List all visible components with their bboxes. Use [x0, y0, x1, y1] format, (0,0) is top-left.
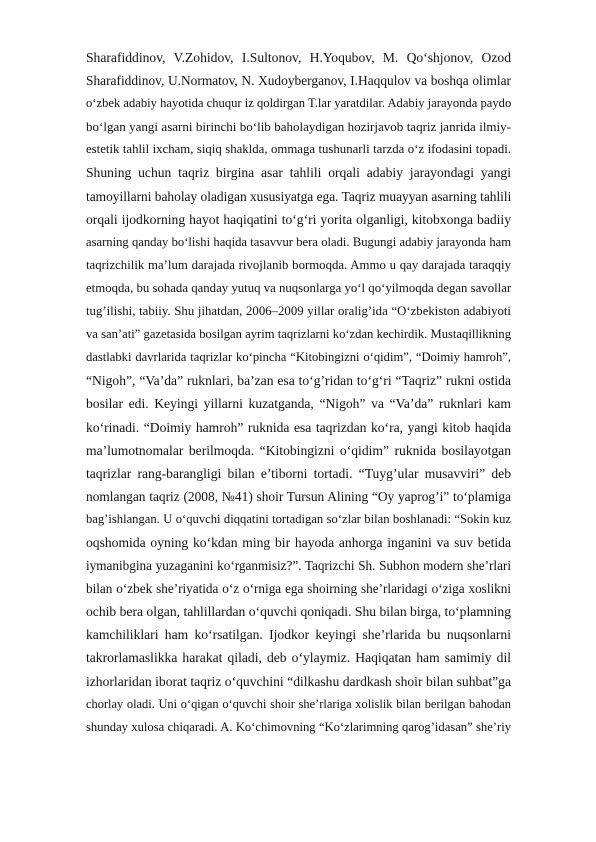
text-line: tug’ilishi, tabiiy. Shu jihatdan, 2006–2009 yillar oralig’ida “O‘zbekiston adabiyoti [86, 304, 511, 319]
text-line: bilan o‘zbek she’riyatida o‘z o‘rniga ega shoirning she’rlaridagi o‘ziga xoslikni [86, 581, 511, 597]
text-line: asarning qanday bo‘lishi haqida tasavvur bera oladi. Bugungi adabiy jarayonda ham [86, 234, 511, 249]
text-line: taqrizchilik ma’lum darajada rivojlanib bormoqda. Ammo u qay darajada taraqqiy [86, 257, 511, 272]
text-line: Sharafiddinov, U.Normatov, N. Xudoyberganov, I.Haqqulov va boshqa olimlar [86, 73, 511, 89]
text-line: o‘zbek adabiy hayotida chuqur iz qoldirgan T.lar yaratdilar. Adabiy jarayonda paydo [86, 96, 511, 111]
text-line: ochib bera olgan, tahlillardan o‘quvchi qoniqadi. Shu bilan birga, to‘plamning [86, 604, 511, 620]
text-line: iymanibgina yuzaganini ko‘rganmisiz?”. Taqrizchi Sh. Subhon modern she’rlari [86, 558, 511, 574]
text-line: izhorlaridan iborat taqriz o‘quvchini “dilkashu dardkash shoir bilan suhbat”ga [86, 673, 511, 689]
text-line: bosilar edi. Keyingi yillarni kuzatganda, “Nigoh” va “Va’da” ruknlari kam [86, 396, 511, 412]
text-line: ko‘rinadi. “Doimiy hamroh” ruknida esa taqrizdan ko‘ra, yangi kitob haqida [86, 419, 511, 435]
text-line: chorlay oladi. Uni o‘qigan o‘quvchi shoir she’rlariga xolislik bilan berilgan bahodan [86, 696, 511, 711]
text-line: kamchiliklari ham ko‘rsatilgan. Ijodkor keyingi she’rlarida bu nuqsonlarni [86, 627, 511, 643]
text-line: Shuning uchun taqriz birgina asar tahlili orqali adabiy jarayondagi yangi [86, 165, 511, 181]
text-line: orqali ijodkorning hayot haqiqatini to‘g‘ri yorita olganligi, kitobxonga badiiy [86, 211, 511, 227]
text-line: bag’ishlangan. U o‘quvchi diqqatini tortadigan so‘zlar bilan boshlanadi: “Sokin kuz [86, 511, 511, 526]
text-line: va san’ati” gazetasida bosilgan ayrim taqrizlarni ko‘zdan kechirdik. Mustaqillikning [86, 327, 511, 342]
text-line: nomlangan taqriz (2008, №41) shoir Tursun Alining “Oy yaprog’i” to‘plamiga [86, 488, 511, 504]
text-line: takrorlamaslikka harakat qiladi, deb o‘ylaymiz. Haqiqatan ham samimiy dil [86, 650, 511, 666]
text-line: Sharafiddinov, V.Zohidov, I.Sultonov, H.Yoqubov, M. Qo‘shjonov, Ozod [86, 50, 511, 65]
text-line: shunday xulosa chiqaradi. A. Ko‘chimovning “Ko‘zlarimning qarog’idasan” she’riy [86, 719, 511, 734]
body-paragraph [86, 46, 511, 739]
text-line: taqrizlar rang-barangligi bilan e’tiborni tortadi. “Tuyg’ular musavviri” deb [86, 465, 511, 481]
text-line: oqshomida oyning ko‘kdan ming bir hayoda anhorga inganini va suv betida [86, 534, 511, 550]
text-line: dastlabki davrlarida taqrizlar ko‘pincha “Kitobingizni o‘qidim”, “Doimiy hamroh”, [86, 350, 511, 365]
text-line: estetik tahlil ixcham, siqiq shaklda, ommaga tushunarli tarzda o‘z ifodasini topadi. [86, 142, 511, 157]
text-line: tamoyillarni baholay oladigan xususiyatga ega. Taqriz muayyan asarning tahlili [86, 188, 511, 204]
text-line: bo‘lgan yangi asarni birinchi bo‘lib baholaydigan hozirjavob taqriz janrida ilmiy- [86, 119, 511, 135]
text-line: etmoqda, bu sohada qanday yutuq va nuqsonlarga yo‘l qo‘yilmoqda degan savollar [86, 280, 511, 295]
text-line: ma’lumotnomalar berilmoqda. “Kitobingizni o‘qidim” ruknida bosilayotgan [86, 442, 511, 458]
text-line: “Nigoh”, “Va’da” ruknlari, ba’zan esa to‘g’ridan to‘g‘ri “Taqriz” rukni ostida [86, 373, 511, 389]
